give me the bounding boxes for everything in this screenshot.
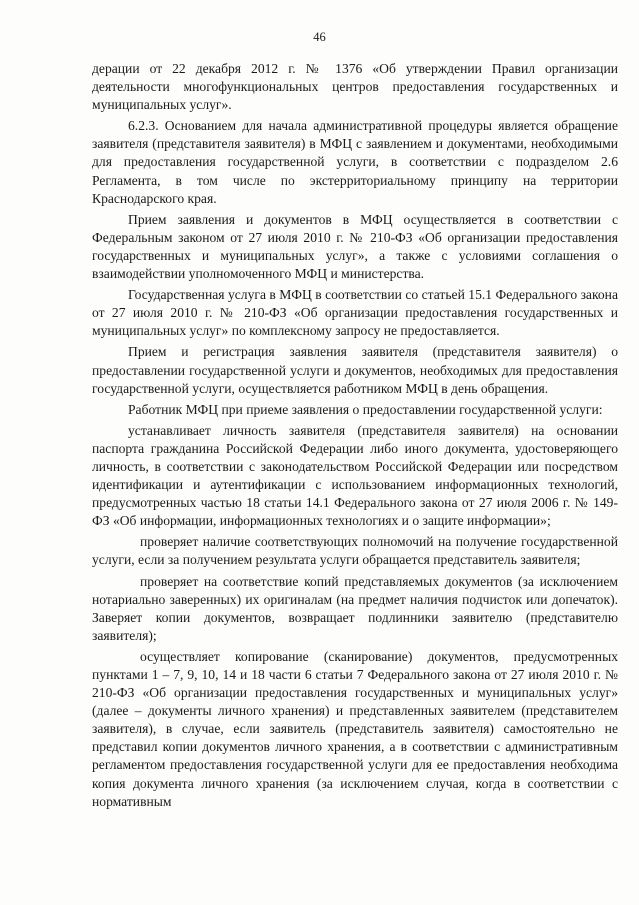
- paragraph-registration: Прием и регистрация заявления заявителя (представителя заявителя) о предоставлении государственной услуги и документов, необходимых для предоставления государственной услуги, осуществляется работником МФЦ в день обращения.: [92, 344, 618, 396]
- paragraph-employee-duties: Работник МФЦ при приеме заявления о предоставлении государственной услуги:: [128, 401, 603, 417]
- paragraph-copies-check: проверяет на соответствие копий представляемых документов (за исключением нотариально заверенных) их оригиналам (на предмет наличия подчисток или допечаток). Заверяет копии документов, возвращает подлинники заявителю (представителю заявителя);: [92, 573, 618, 643]
- document-body: [92, 60, 618, 811]
- paragraph-continuation: дерации от 22 декабря 2012 г. № 1376 «Об утверждении Правил организации деятельности многофункциональных центров предоставления государственных и муниципальных услуг».: [92, 61, 618, 113]
- paragraph-complex-request: Государственная услуга в МФЦ в соответствии со статьей 15.1 Федерального закона от 27 июля 2010 г. № 210-ФЗ «Об организации предоставления государственных и муниципальных услуг» по комплексному запросу не предоставляется.: [92, 287, 618, 339]
- page-number: 46: [313, 30, 326, 44]
- paragraph-6-2-3: 6.2.3. Основанием для начала административной процедуры является обращение заявителя (представителя заявителя) в МФЦ с заявлением и документами, необходимыми для предоставления государственной услуги, в соответствии с подразделом 2.6 Регламента, в том числе по экстерриториальному принципу на территории Краснодарского края.: [92, 118, 618, 206]
- paragraph-reception: Прием заявления и документов в МФЦ осуществляется в соответствии с Федеральным законом от 27 июля 2010 г. № 210-ФЗ «Об организации предоставления государственных и муниципальных услуг», а также с условиями соглашения о взаимодействии уполномоченного МФЦ и министерства.: [92, 211, 618, 282]
- paragraph-scanning: осуществляет копирование (сканирование) документов, предусмотренных пунктами 1 – 7, 9, 10, 14 и 18 части 6 статьи 7 Федерального закона от 27 июля 2010 г. № 210-ФЗ «Об организации предоставления государственных и муниципальных услуг» (далее – документы личного хранения) и представленных заявителем (представителем заявителя), в случае, если заявитель (представитель заявителя) самостоятельно не представил копии документов личного хранения, а в соответствии с административным регламентом предоставления государственной услуги для ее предоставления необходима копия документа личного хранения (за исключением случая, когда в соответствии с нормативным: [92, 648, 618, 809]
- paragraph-identity-check: устанавливает личность заявителя (представителя заявителя) на основании паспорта гражданина Российской Федерации либо иного документа, удостоверяющего личность, в соответствии с законодательством Российской Федерации или посредством идентификации и аутентификации с использованием информационных технологий, предусмотренных частью 18 статьи 14.1 Федерального закона от 27 июля 2006 г. № 149-ФЗ «Об информации, информационных технологиях и о защите информации»;: [92, 422, 618, 529]
- paragraph-authority-check: проверяет наличие соответствующих полномочий на получение государственной услуги, если за получением результата услуги обращается представитель заявителя;: [92, 534, 618, 568]
